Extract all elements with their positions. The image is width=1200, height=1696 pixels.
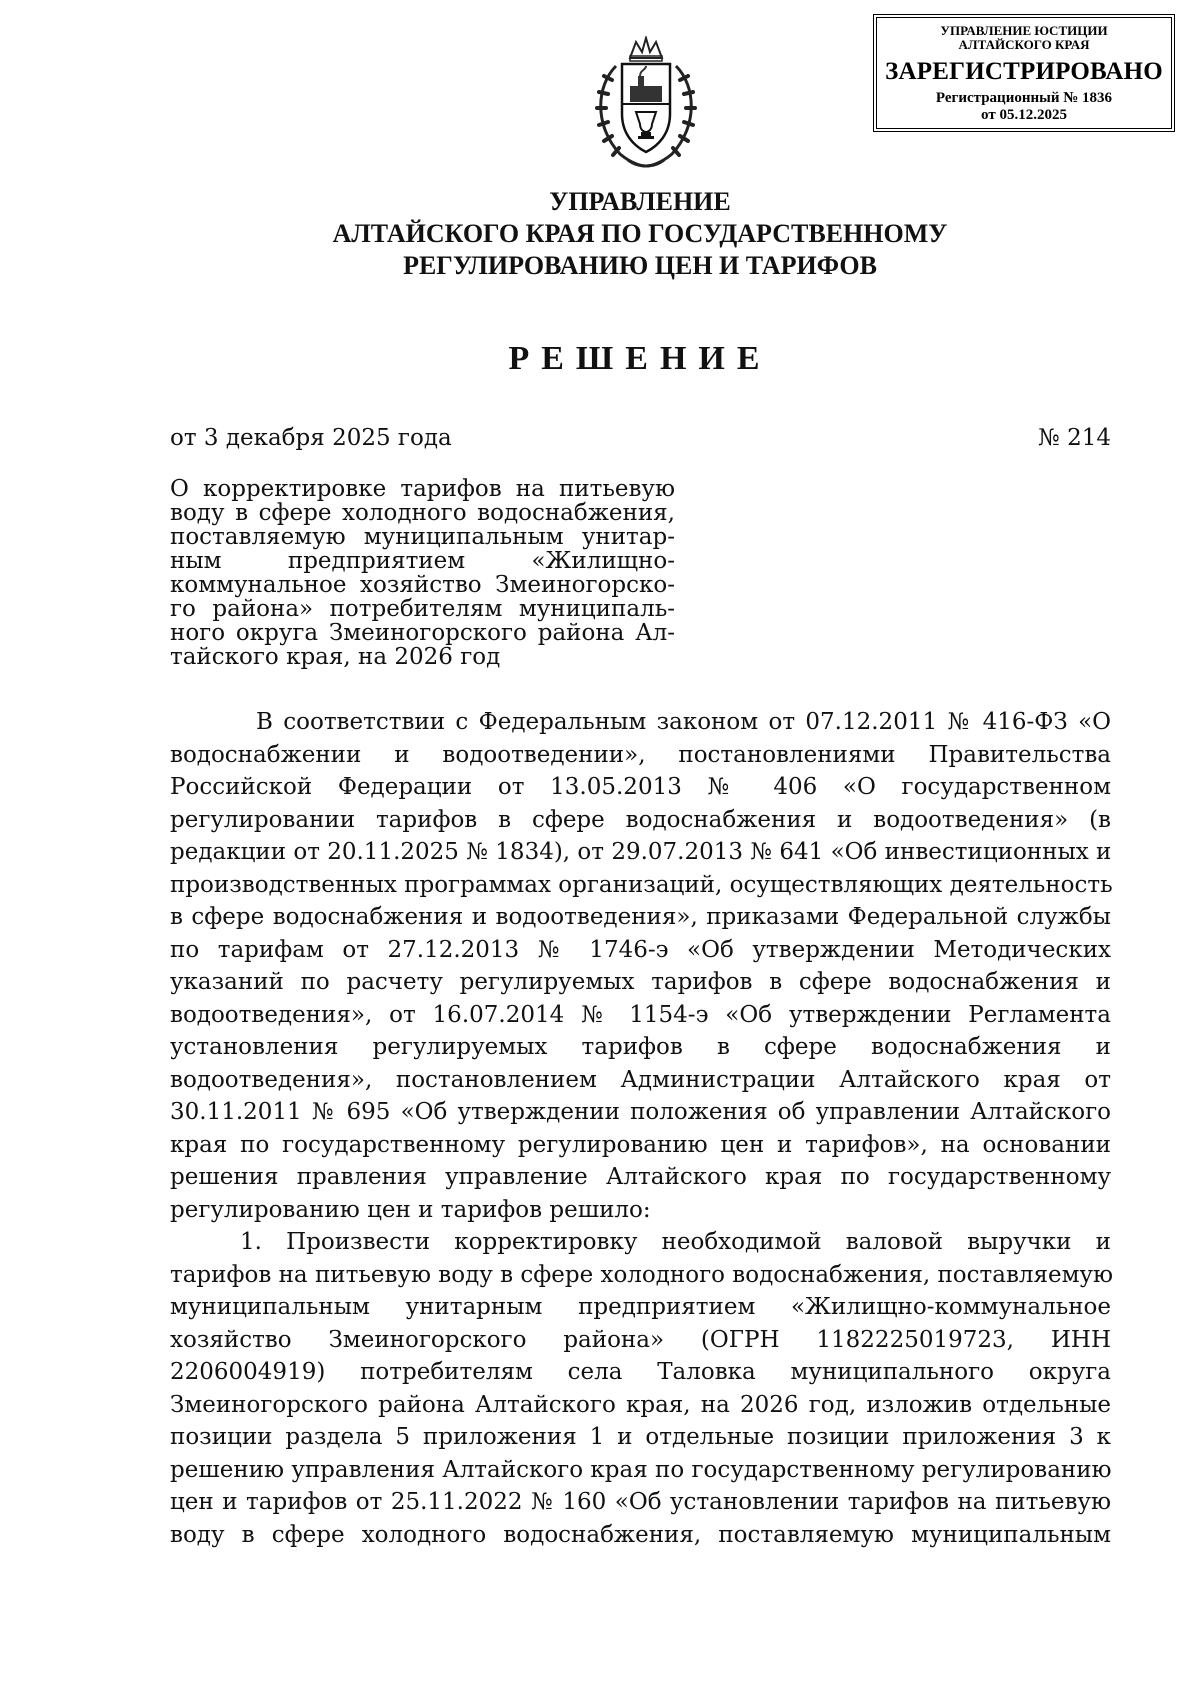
body-line: указаний по расчету регулируемых тарифов в сфере водоснабжения и — [170, 969, 1111, 995]
body-line: решения правления управление Алтайского края по государственному — [170, 1164, 1111, 1190]
body-line: 2206004919) потребителям села Таловка муниципального округа — [170, 1359, 1111, 1385]
body-line: Змеиногорского района Алтайского края, на 2026 год, изложив отдельные — [170, 1391, 1111, 1418]
document-body — [170, 706, 1114, 1551]
body-line: водоотведения», постановлением Администрации Алтайского края от — [170, 1066, 1111, 1093]
altai-coat-of-arms-icon — [586, 36, 706, 170]
org-line: РЕГУЛИРОВАНИЮ ЦЕН И ТАРИФОВ — [403, 251, 877, 280]
subject-line: О корректировке тарифов на питьевую — [170, 476, 675, 502]
stamp-reg-date: от 05.12.2025 — [981, 107, 1067, 123]
stamp-reg-number: Регистрационный № 1836 — [935, 90, 1113, 106]
subject-line: коммунальное хозяйство Змеиногорско- — [170, 572, 675, 598]
subject-line: воду в сфере холодного водоснабжения, — [170, 500, 675, 526]
body-line: решению управления Алтайского края по государственному регулированию — [170, 1456, 1112, 1483]
body-line: водоотведения», от 16.07.2014 № 1154-э «Об утверждении Регламента — [170, 1001, 1111, 1028]
body-line: установления регулируемых тарифов в сфере водоснабжения и — [170, 1034, 1111, 1060]
body-line: воду в сфере холодного водоснабжения, поставляемую муниципальным — [170, 1521, 1111, 1548]
body-line: 1. Произвести корректировку необходимой валовой выручки и — [240, 1229, 1111, 1255]
organization-name — [240, 186, 1040, 282]
stamp-agency-line1: УПРАВЛЕНИЕ ЮСТИЦИИ — [940, 23, 1108, 38]
body-line: Российской Федерации от 13.05.2013 № 406 «О государственном — [170, 774, 1111, 800]
subject-line: ного округа Змеиногорского района Ал- — [170, 620, 675, 646]
document-type-title: РЕШЕНИЕ — [508, 340, 772, 377]
body-line: в сфере водоснабжения и водоотведения», приказами Федеральной службы — [170, 904, 1111, 930]
body-line: производственных программах организаций, осуществляющих деятельность — [170, 871, 1113, 898]
body-line: цен и тарифов от 25.11.2022 № 160 «Об установлении тарифов на питьевую — [170, 1489, 1111, 1515]
body-line: В соответствии с Федеральным законом от 07.12.2011 № 416-ФЗ «О — [256, 709, 1111, 735]
body-line: по тарифам от 27.12.2013 № 1746-э «Об утверждении Методических — [170, 936, 1111, 963]
body-line: позиции раздела 5 приложения 1 и отдельные позиции приложения 3 к — [170, 1424, 1111, 1450]
body-line: муниципальным унитарным предприятием «Жилищно-коммунальное — [170, 1294, 1111, 1320]
body-line: водоснабжении и водоотведении», постановлениями Правительства — [170, 741, 1111, 768]
body-line: регулированию цен и тарифов решило: — [170, 1196, 651, 1223]
body-line: 30.11.2011 № 695 «Об утверждении положения об управлении Алтайского — [170, 1099, 1111, 1125]
body-line: регулировании тарифов в сфере водоснабжения и водоотведения» (в — [170, 806, 1111, 833]
subject-line: го района» потребителям муниципаль- — [170, 596, 675, 622]
body-line: редакции от 20.11.2025 № 1834), от 29.07.2013 № 641 «Об инвестиционных и — [170, 839, 1112, 865]
subject-line: ным предприятием «Жилищно- — [170, 548, 675, 574]
subject-line: тайского края, на 2026 год — [170, 644, 501, 670]
document-number: № 214 — [1038, 425, 1111, 451]
stamp-status: ЗАРЕГИСТРИРОВАНО — [885, 58, 1163, 85]
body-line: хозяйство Змеиногорского района» (ОГРН 1182225019723, ИНН — [170, 1326, 1111, 1353]
registration-stamp — [873, 14, 1175, 132]
document-subject — [170, 477, 675, 669]
org-line: АЛТАЙСКОГО КРАЯ ПО ГОСУДАРСТВЕННОМУ — [332, 219, 948, 248]
subject-line: поставляемую муниципальным унитар- — [170, 524, 675, 550]
document-date: от 3 декабря 2025 года — [170, 425, 452, 451]
body-line: края по государственному регулированию цен и тарифов», на основании — [170, 1131, 1111, 1158]
stamp-agency-line2: АЛТАЙСКОГО КРАЯ — [958, 37, 1090, 52]
org-line: УПРАВЛЕНИЕ — [549, 187, 731, 216]
body-line: тарифов на питьевую воду в сфере холодного водоснабжения, поставляемую — [170, 1261, 1114, 1288]
